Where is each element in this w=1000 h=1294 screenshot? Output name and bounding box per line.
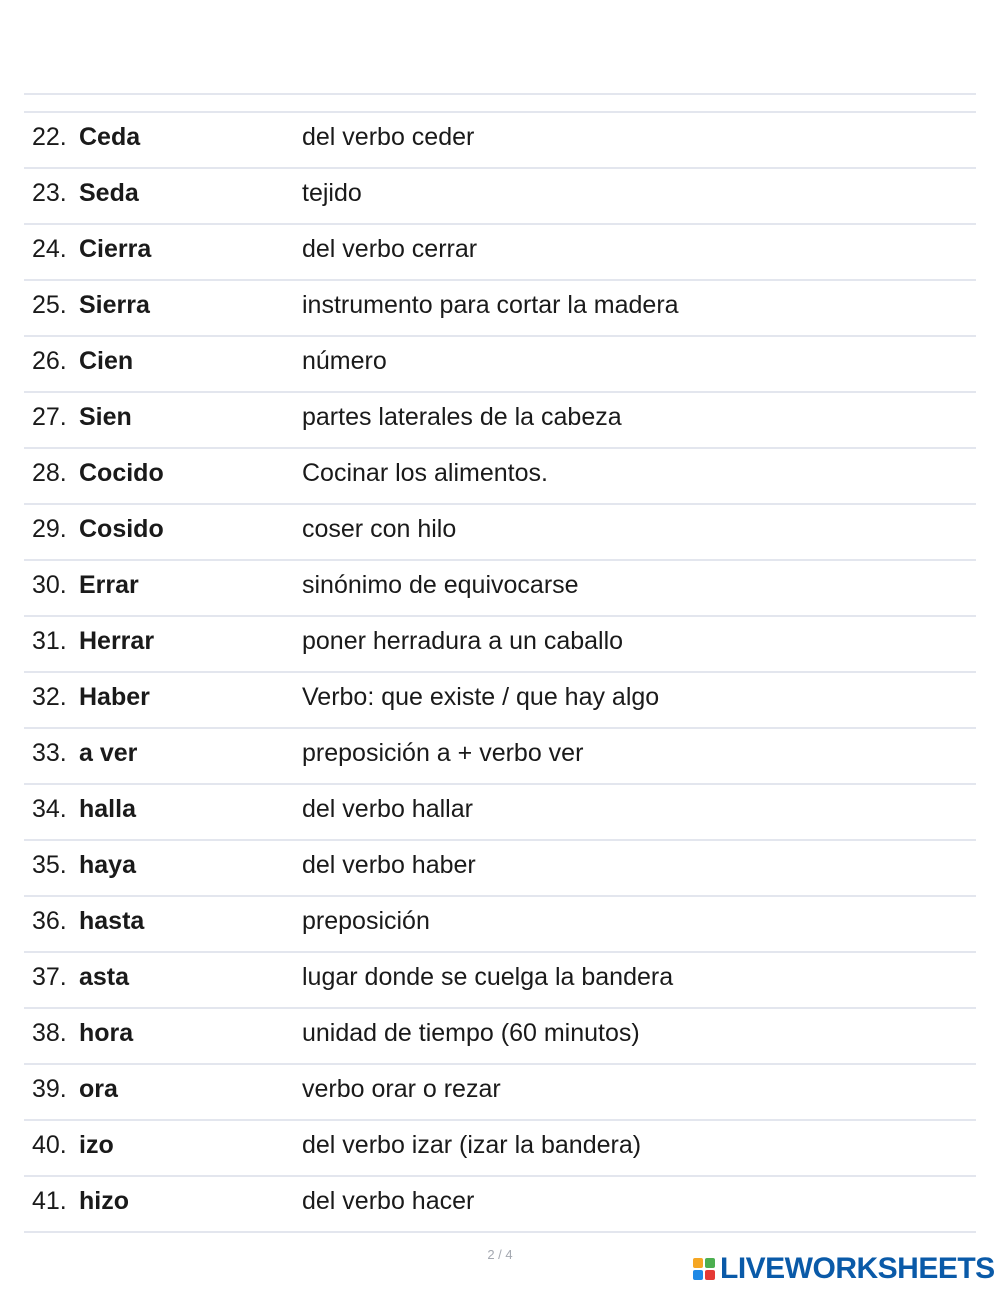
row-word: izo: [79, 1131, 114, 1159]
row-definition: verbo orar o rezar: [302, 1075, 501, 1103]
row-number: 35.: [32, 851, 67, 879]
table-row: [24, 671, 976, 727]
row-definition: del verbo izar (izar la bandera): [302, 1131, 642, 1159]
row-word: Sien: [79, 403, 132, 431]
row-number: 30.: [32, 571, 67, 599]
row-number: 38.: [32, 1019, 67, 1047]
row-word: hora: [79, 1019, 134, 1047]
row-definition: sinónimo de equivocarse: [302, 571, 579, 599]
row-definition: Cocinar los alimentos.: [302, 459, 548, 487]
row-definition: partes laterales de la cabeza: [302, 403, 622, 431]
table-row: [24, 391, 976, 447]
row-word: Cocido: [79, 459, 164, 487]
row-word: Seda: [79, 179, 139, 207]
row-word: Sierra: [79, 291, 150, 319]
table-row: [24, 1007, 976, 1063]
row-word: Herrar: [79, 627, 155, 655]
row-number: 31.: [32, 627, 67, 655]
table-row: [24, 783, 976, 839]
row-word: halla: [79, 795, 136, 823]
row-definition: preposición: [302, 907, 430, 935]
table-row: [24, 279, 976, 335]
row-number: 40.: [32, 1131, 67, 1159]
table-row: [24, 167, 976, 223]
row-definition: Verbo: que existe / que hay algo: [302, 683, 660, 711]
row-definition: coser con hilo: [302, 515, 457, 543]
row-number: 32.: [32, 683, 67, 711]
row-definition: del verbo haber: [302, 851, 476, 879]
row-number: 24.: [32, 235, 67, 263]
row-definition: unidad de tiempo (60 minutos): [302, 1019, 640, 1047]
row-number: 26.: [32, 347, 67, 375]
row-word: hasta: [79, 907, 145, 935]
row-word: haya: [79, 851, 136, 879]
row-word: hizo: [79, 1187, 129, 1215]
table-row: [24, 951, 976, 1007]
table-row: [24, 1119, 976, 1175]
row-word: Cosido: [79, 515, 164, 543]
row-number: 27.: [32, 403, 67, 431]
table-row: [24, 895, 976, 951]
brand-name: LIVEWORKSHEETS: [720, 1252, 995, 1285]
row-word: Cierra: [79, 235, 152, 263]
row-definition: del verbo hacer: [302, 1187, 475, 1215]
table-row: [24, 1063, 976, 1119]
row-word: Cien: [79, 347, 134, 375]
table-row: [24, 559, 976, 615]
table-row: [24, 503, 976, 559]
row-definition: instrumento para cortar la madera: [302, 291, 679, 319]
page-indicator: 2 / 4: [487, 1247, 513, 1262]
row-number: 25.: [32, 291, 67, 319]
row-definition: lugar donde se cuelga la bandera: [302, 963, 674, 991]
table-row: [24, 223, 976, 279]
row-definition: del verbo ceder: [302, 123, 475, 151]
row-word: Haber: [79, 683, 150, 711]
row-word: Ceda: [79, 123, 141, 151]
table-row: [24, 447, 976, 503]
row-number: 23.: [32, 179, 67, 207]
row-number: 22.: [32, 123, 67, 151]
row-number: 37.: [32, 963, 67, 991]
row-definition: número: [302, 347, 387, 375]
row-number: 33.: [32, 739, 67, 767]
row-definition: del verbo hallar: [302, 795, 473, 823]
table-row: [24, 615, 976, 671]
row-definition: del verbo cerrar: [302, 235, 478, 263]
liveworksheets-logo-icon: [692, 1257, 716, 1281]
row-word: asta: [79, 963, 130, 991]
row-definition: preposición a + verbo ver: [302, 739, 584, 767]
row-definition: poner herradura a un caballo: [302, 627, 624, 655]
table-row: [24, 335, 976, 391]
row-number: 34.: [32, 795, 67, 823]
row-number: 36.: [32, 907, 67, 935]
vocabulary-table: [24, 111, 976, 1233]
row-word: a ver: [79, 739, 138, 767]
row-definition: tejido: [302, 179, 362, 207]
row-number: 39.: [32, 1075, 67, 1103]
row-word: Errar: [79, 571, 139, 599]
table-row: [24, 1175, 976, 1233]
table-row: [24, 111, 976, 167]
table-row: [24, 727, 976, 783]
table-row: [24, 839, 976, 895]
row-number: 29.: [32, 515, 67, 543]
top-divider: [24, 93, 976, 95]
row-number: 28.: [32, 459, 67, 487]
row-word: ora: [79, 1075, 118, 1103]
row-number: 41.: [32, 1187, 67, 1215]
liveworksheets-brand[interactable]: [692, 1252, 995, 1286]
